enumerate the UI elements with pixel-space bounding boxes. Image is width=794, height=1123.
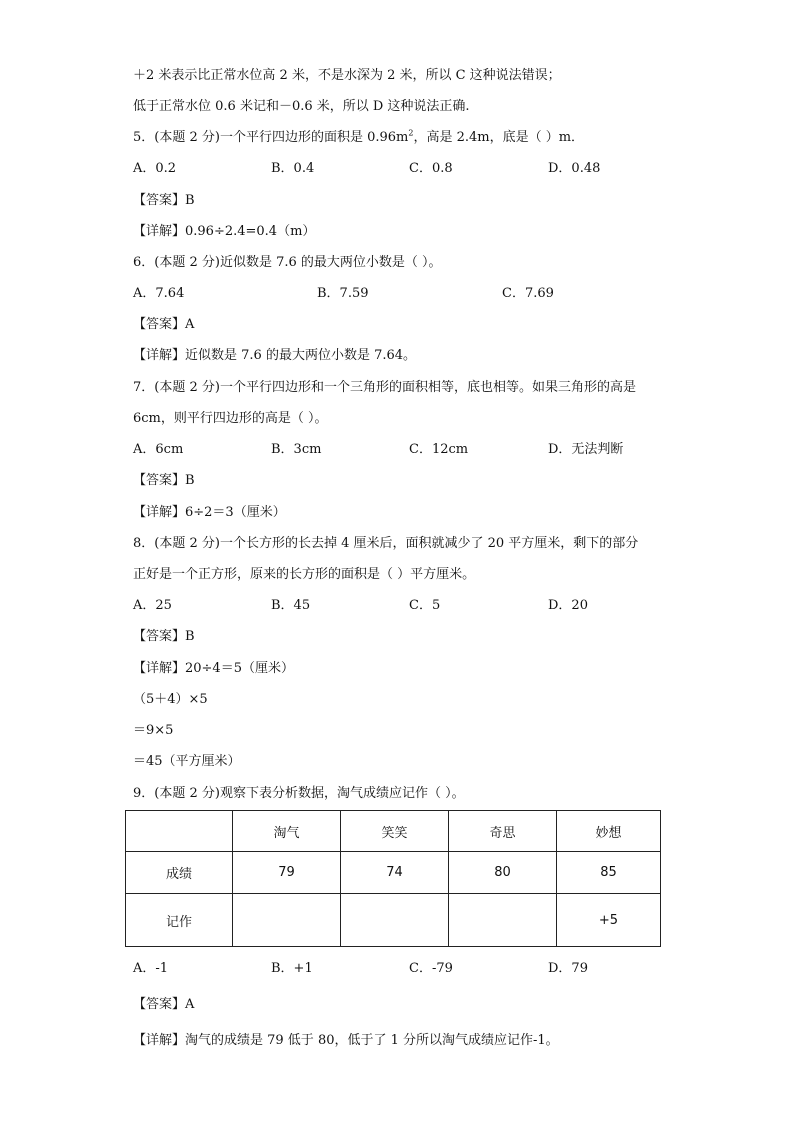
table-cell: 成绩 bbox=[126, 852, 233, 894]
table-cell: 淘气 bbox=[233, 811, 341, 852]
table-cell bbox=[341, 894, 449, 947]
q9-option-c: C．-79 bbox=[409, 961, 453, 976]
q8-detail-line-1: 【详解】20÷4＝5（厘米） bbox=[133, 661, 294, 676]
q9-stem: 9．(本题 2 分)观察下表分析数据，淘气成绩应记作（ ）。 bbox=[133, 786, 465, 801]
q7-option-a: A．6cm bbox=[133, 442, 184, 457]
table-cell bbox=[126, 811, 233, 852]
q8-option-d: D．20 bbox=[548, 598, 588, 613]
q5-option-a: A．0.2 bbox=[133, 161, 177, 176]
q8-answer: 【答案】B bbox=[133, 629, 195, 644]
table-cell bbox=[449, 894, 557, 947]
q6-stem: 6．(本题 2 分)近似数是 7.6 的最大两位小数是（ ）。 bbox=[133, 255, 442, 270]
q9-option-b: B．+1 bbox=[271, 961, 313, 976]
q5-option-c: C．0.8 bbox=[409, 161, 453, 176]
q7-stem-line-1: 7．(本题 2 分)一个平行四边形和一个三角形的面积相等，底也相等。如果三角形的高是 bbox=[133, 380, 636, 395]
q5-answer: 【答案】B bbox=[133, 193, 195, 208]
table-row-record bbox=[126, 894, 661, 947]
q9-detail: 【详解】淘气的成绩是 79 低于 80，低于了 1 分所以淘气成绩应记作-1。 bbox=[133, 1033, 559, 1048]
table-cell: 85 bbox=[557, 852, 661, 894]
q6-option-c: C．7.69 bbox=[502, 286, 554, 301]
prev-explanation-line-1: ＋2 米表示比正常水位高 2 米，不是水深为 2 米，所以 C 这种说法错误； bbox=[133, 68, 561, 83]
q5-option-d: D．0.48 bbox=[548, 161, 601, 176]
q7-option-c: C．12cm bbox=[409, 442, 469, 457]
q7-stem-line-2: 6cm，则平行四边形的高是（ ）。 bbox=[133, 411, 328, 426]
q6-answer: 【答案】A bbox=[133, 317, 195, 332]
table-cell: 妙想 bbox=[557, 811, 661, 852]
table-cell: +5 bbox=[557, 894, 661, 947]
q7-option-b: B．3cm bbox=[271, 442, 322, 457]
table-cell: 记作 bbox=[126, 894, 233, 947]
q8-stem-line-1: 8．(本题 2 分)一个长方形的长去掉 4 厘米后，面积就减少了 20 平方厘米，剩下的部分 bbox=[133, 536, 639, 551]
table-cell: 奇思 bbox=[449, 811, 557, 852]
table-cell: 笑笑 bbox=[341, 811, 449, 852]
q8-option-b: B．45 bbox=[271, 598, 311, 613]
q6-option-a: A．7.64 bbox=[133, 286, 185, 301]
score-table bbox=[125, 810, 661, 947]
table-header-row bbox=[126, 811, 661, 852]
table-row-score bbox=[126, 852, 661, 894]
q8-detail-line-3: ＝9×5 bbox=[133, 723, 174, 738]
q5-stem bbox=[133, 129, 584, 147]
table-cell: 74 bbox=[341, 852, 449, 894]
q5-stem-b: ，高是 2.4m，底是（ ）m． bbox=[413, 130, 585, 145]
q6-option-b: B．7.59 bbox=[317, 286, 369, 301]
q5-superscript: 2 bbox=[408, 128, 414, 138]
q8-option-a: A．25 bbox=[133, 598, 172, 613]
q5-detail: 【详解】0.96÷2.4=0.4（m） bbox=[133, 224, 316, 239]
q9-option-d: D．79 bbox=[548, 961, 588, 976]
q8-option-c: C．5 bbox=[409, 598, 441, 613]
q8-stem-line-2: 正好是一个正方形，原来的长方形的面积是（ ）平方厘米。 bbox=[133, 567, 476, 582]
q7-detail: 【详解】6÷2＝3（厘米） bbox=[133, 505, 286, 520]
table-cell: 80 bbox=[449, 852, 557, 894]
q9-option-a: A．-1 bbox=[133, 961, 169, 976]
prev-explanation-line-2: 低于正常水位 0.6 米记和－0.6 米，所以 D 这种说法正确. bbox=[133, 99, 470, 114]
q5-option-b: B．0.4 bbox=[271, 161, 315, 176]
table-cell: 79 bbox=[233, 852, 341, 894]
q8-detail-line-4: ＝45（平方厘米） bbox=[133, 754, 241, 769]
q6-detail: 【详解】近似数是 7.6 的最大两位小数是 7.64。 bbox=[133, 348, 417, 363]
table-cell bbox=[233, 894, 341, 947]
q8-detail-line-2: （5＋4）×5 bbox=[133, 692, 208, 707]
q7-option-d: D．无法判断 bbox=[548, 442, 624, 457]
q9-answer: 【答案】A bbox=[133, 997, 195, 1012]
q5-stem-a: 5．(本题 2 分)一个平行四边形的面积是 0.96m bbox=[133, 130, 409, 145]
q7-answer: 【答案】B bbox=[133, 473, 195, 488]
